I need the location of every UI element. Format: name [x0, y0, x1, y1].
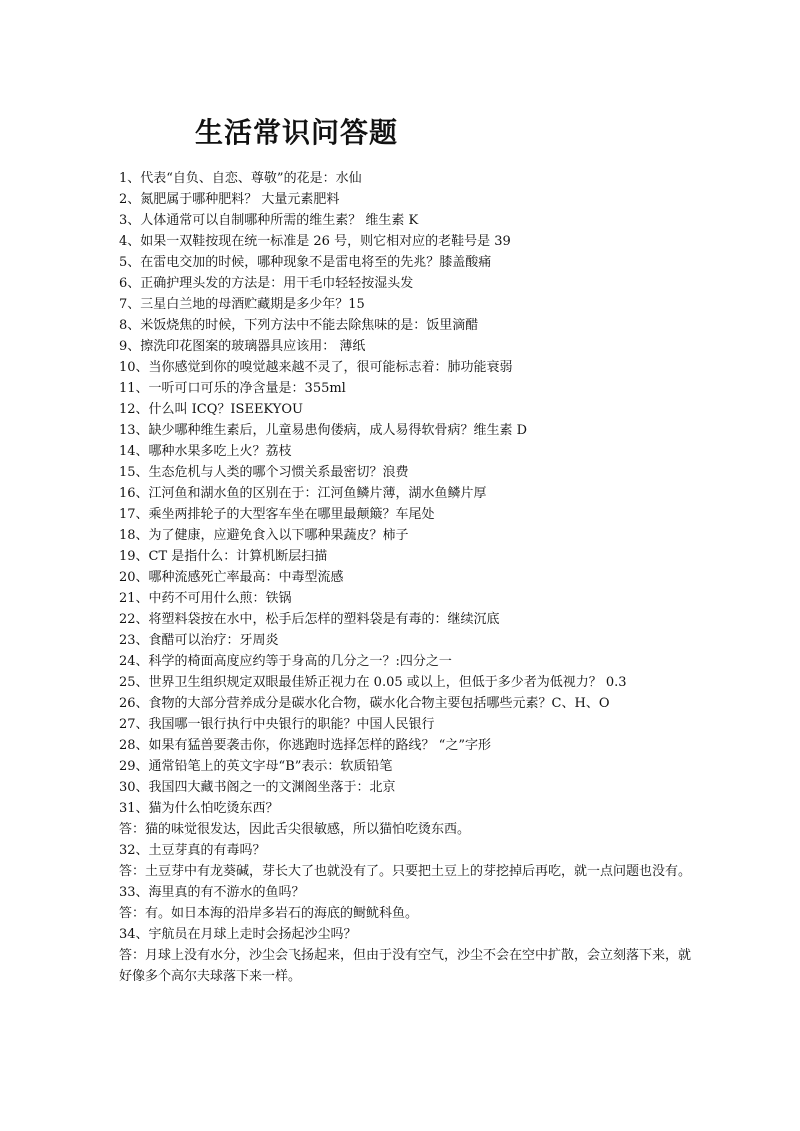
qa-answer: 答：猫的味觉很发达，因此舌尖很敏感，所以猫怕吃烫东西。 [119, 822, 471, 837]
list-item: 4、如果一双鞋按现在统一标准是 26 号，则它相对应的老鞋号是 39 [119, 234, 511, 249]
qa-answer: 答：有。如日本海的沿岸多岩石的海底的鲥鱿科鱼。 [119, 906, 419, 921]
list-item: 20、哪种流感死亡率最高：中毒型流感 [119, 570, 344, 585]
list-item: 14、哪种水果多吃上火？荔枝 [119, 444, 292, 459]
list-item: 16、江河鱼和湖水鱼的区别在于：江河鱼鳞片薄，湖水鱼鳞片厚 [119, 486, 487, 501]
qa-answer: 答：月球上没有水分，沙尘会飞扬起来，但由于没有空气，沙尘不会在空中扩散，会立刻落下来，就好像多个高尔夫球落下来一样。 [119, 948, 692, 984]
list-item: 1、代表“自负、自恋、尊敬”的花是：水仙 [119, 171, 362, 186]
list-item: 28、如果有猛兽要袭击你，你逃跑时选择怎样的路线？ “之”字形 [119, 738, 491, 753]
list-item: 22、将塑料袋按在水中，松手后怎样的塑料袋是有毒的：继续沉底 [119, 612, 500, 627]
list-item: 19、CT 是指什么：计算机断层扫描 [119, 549, 328, 564]
list-item: 5、在雷电交加的时候，哪种现象不是雷电将至的先兆？膝盖酸痛 [119, 255, 492, 270]
qa-question: 33、海里真的有不游水的鱼吗？ [119, 885, 305, 900]
list-item: 27、我国哪一银行执行中央银行的职能？中国人民银行 [119, 717, 435, 732]
list-item: 17、乘坐两排轮子的大型客车坐在哪里最颠簸？车尾处 [119, 507, 435, 522]
list-item: 2、氮肥属于哪种肥料？ 大量元素肥料 [119, 192, 340, 207]
list-item: 29、通常铅笔上的英文字母“B”表示：软质铅笔 [119, 759, 393, 774]
list-item: 3、人体通常可以自制哪种所需的维生素？ 维生素 K [119, 213, 419, 228]
qa-question: 32、土豆芽真的有毒吗？ [119, 843, 266, 858]
list-item: 18、为了健康，应避免食入以下哪种果蔬皮？柿子 [119, 528, 409, 543]
list-item: 15、生态危机与人类的哪个习惯关系最密切？浪费 [119, 465, 409, 480]
list-item: 7、三星白兰地的母酒贮藏期是多少年？15 [119, 297, 365, 312]
list-item: 13、缺少哪种维生素后，儿童易患佝偻病，成人易得软骨病？维生素 D [119, 423, 528, 438]
list-item: 12、什么叫 ICQ？ISEEKYOU [119, 402, 303, 417]
list-item: 9、擦洗印花图案的玻璃器具应该用： 薄纸 [119, 339, 366, 354]
list-item: 24、科学的椅面高度应约等于身高的几分之一？:四分之一 [119, 654, 452, 669]
list-item: 23、食醋可以治疗：牙周炎 [119, 633, 279, 648]
list-item: 26、食物的大部分营养成分是碳水化合物，碳水化合物主要包括哪些元素？C、H、O [119, 696, 610, 711]
list-item: 6、正确护理头发的方法是：用干毛巾轻轻按湿头发 [119, 276, 414, 291]
qa-question: 34、宇航员在月球上走时会扬起沙尘吗？ [119, 927, 357, 942]
qa-answer: 答：土豆芽中有龙葵碱，芽长大了也就没有了。只要把土豆上的芽挖掉后再吃，就一点问题也没有。 [119, 864, 692, 879]
document-body [119, 168, 694, 987]
document-title: 生活常识问答题 [195, 116, 399, 149]
list-item: 30、我国四大藏书阁之一的文渊阁坐落于：北京 [119, 780, 396, 795]
list-item: 21、中药不可用什么煎：铁锅 [119, 591, 292, 606]
list-item: 8、米饭烧焦的时候，下列方法中不能去除焦味的是：饭里滴醋 [119, 318, 479, 333]
qa-question: 31、猫为什么怕吃烫东西？ [119, 801, 279, 816]
list-item: 10、当你感觉到你的嗅觉越来越不灵了，很可能标志着：肺功能衰弱 [119, 360, 513, 375]
list-item: 11、一听可口可乐的净含量是：355ml [119, 381, 346, 396]
list-item: 25、世界卫生组织规定双眼最佳矫正视力在 0.05 或以上，但低于多少者为低视力？ 0.3 [119, 675, 627, 690]
